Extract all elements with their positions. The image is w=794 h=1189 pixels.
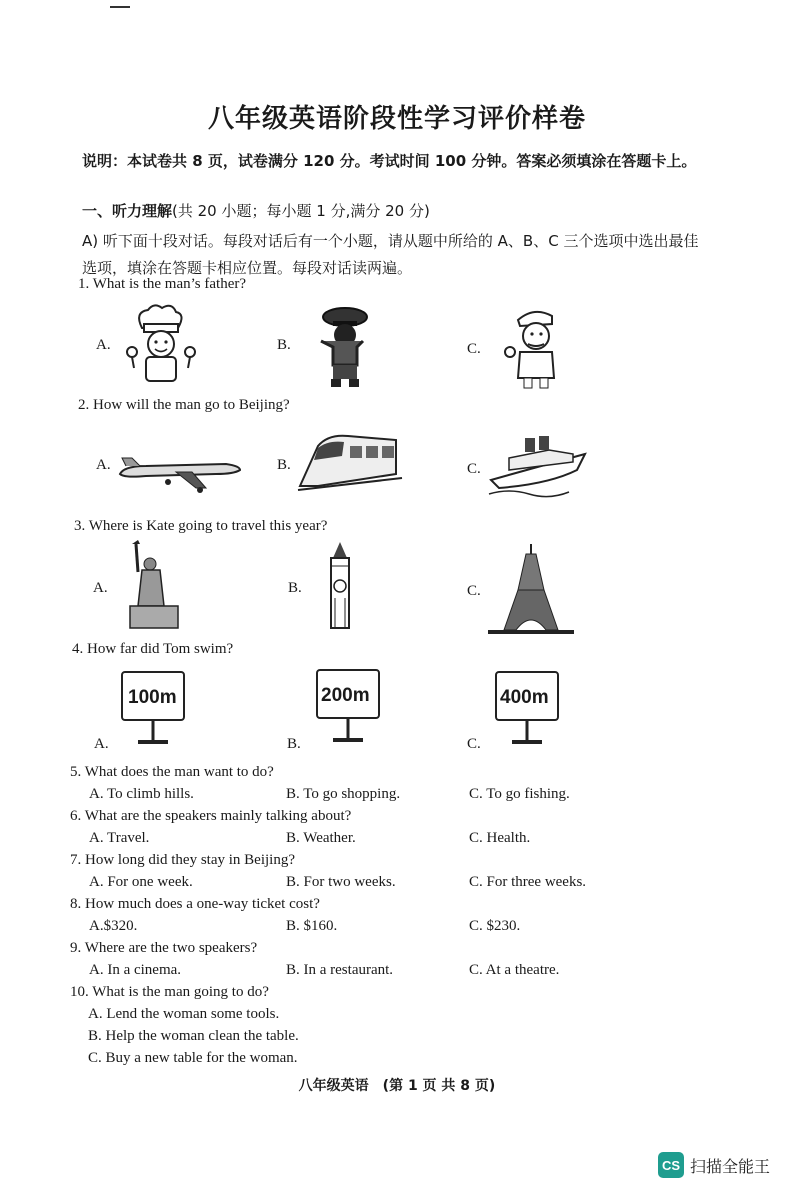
option-c: C. At a theatre. (469, 962, 560, 978)
sign-label: 400m (500, 687, 549, 708)
option-label: B. (277, 457, 291, 473)
option-a: A. Lend the woman some tools. (88, 1006, 280, 1022)
option-label: C. (467, 583, 481, 599)
question-6: 6. What are the speakers mainly talking about? (70, 808, 352, 824)
question-10: 10. What is the man going to do? (70, 984, 269, 1000)
statue-of-liberty-icon (120, 540, 190, 630)
doctor-icon (498, 302, 570, 390)
big-ben-icon (325, 542, 355, 628)
scan-mark (110, 6, 130, 8)
brand-name: 扫描全能王 (690, 1156, 771, 1176)
option-b: B. To go shopping. (286, 786, 401, 802)
option-b: B. $160. (286, 918, 338, 934)
question-1: 1. What is the man’s father? (78, 276, 247, 292)
option-b: B. Help the woman clean the table. (88, 1028, 299, 1044)
option-b: B. For two weeks. (286, 874, 396, 890)
sign-label: 200m (321, 685, 370, 706)
question-8: 8. How much does a one-way ticket cost? (70, 896, 320, 912)
airplane-icon (116, 452, 244, 496)
option-label: A. (94, 736, 109, 752)
page-title: 八年级英语阶段性学习评价样卷 (207, 104, 586, 134)
exam-note: 说明：本试卷共 8 页，试卷满分 120 分。考试时间 100 分钟。答案必须填涂在答题卡上。 (82, 152, 697, 170)
option-a: A. In a cinema. (89, 962, 182, 978)
option-a: A. Travel. (89, 830, 150, 846)
option-c: C. To go fishing. (469, 786, 570, 802)
question-7: 7. How long did they stay in Beijing? (70, 852, 295, 868)
police-officer-icon (305, 303, 375, 389)
option-c: C. For three weeks. (469, 874, 587, 890)
option-c: C. Health. (469, 830, 531, 846)
option-label: A. (96, 337, 111, 353)
sign-400m-icon (494, 670, 562, 748)
option-label: B. (287, 736, 301, 752)
train-icon (298, 428, 402, 494)
section-heading (82, 200, 430, 221)
option-c: C. Buy a new table for the woman. (88, 1050, 298, 1066)
option-label: A. (96, 457, 111, 473)
eiffel-tower-icon (488, 544, 574, 634)
option-b: B. Weather. (286, 830, 356, 846)
cook-icon (120, 302, 200, 384)
question-5: 5. What does the man want to do? (70, 764, 274, 780)
cs-logo-icon: CS (658, 1152, 684, 1178)
ship-icon (489, 432, 589, 498)
question-2: 2. How will the man go to Beijing? (78, 397, 290, 413)
sign-200m-icon (315, 668, 383, 746)
page-footer: 八年级英语 (第 1 页 共 8 页) (298, 1078, 496, 1094)
sign-label: 100m (128, 687, 177, 708)
scanner-watermark (658, 1152, 770, 1178)
sign-100m-icon (120, 670, 188, 748)
option-label: C. (467, 341, 481, 357)
question-9: 9. Where are the two speakers? (70, 940, 258, 956)
option-label: B. (288, 580, 302, 596)
instructions: A) 听下面十段对话。每段对话后有一个小题，请从题中所给的 A、B、C 三个选项中选出最佳选项，填涂在答题卡相应位置。每段对话读两遍。 (82, 232, 699, 277)
section-title: 一、听力理解 (82, 202, 173, 220)
option-label: B. (277, 337, 291, 353)
option-label: A. (93, 580, 108, 596)
option-a: A. To climb hills. (89, 786, 194, 802)
option-a: A.$320. (89, 918, 138, 934)
option-c: C. $230. (469, 918, 521, 934)
option-a: A. For one week. (89, 874, 193, 890)
option-b: B. In a restaurant. (286, 962, 394, 978)
option-label: C. (467, 736, 481, 752)
question-4: 4. How far did Tom swim? (72, 641, 234, 657)
option-label: C. (467, 461, 481, 477)
section-detail: (共 20 小题；每小题 1 分,满分 20 分) (172, 202, 430, 220)
question-3: 3. Where is Kate going to travel this year? (74, 518, 328, 534)
